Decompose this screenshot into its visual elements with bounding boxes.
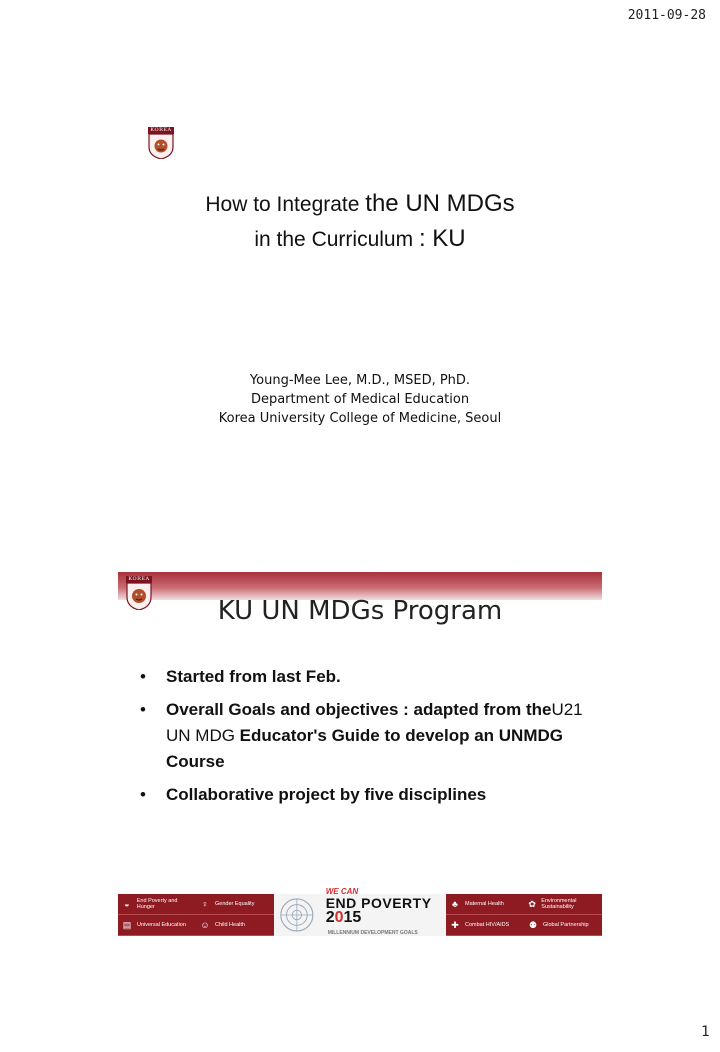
mdg-logo-panel (274, 887, 446, 937)
goal-maternal: ♣ Maternal Health (446, 894, 524, 915)
goal-environment: ✿ Environmental Sustainability (524, 894, 602, 915)
korea-university-logo: KOREA (148, 127, 174, 159)
slide-title: KU UN MDGs Program (217, 596, 503, 626)
goal-gender: ♀ Gender Equality (196, 894, 274, 915)
slide-title: How to Integrate the UN MDGs in the Curriculum : KU (205, 190, 515, 252)
leaf-icon: ✿ (528, 899, 536, 909)
korea-university-logo: KOREA (126, 576, 152, 610)
list-item: • Started from last Feb. (140, 667, 341, 686)
author-department: Department of Medical Education (250, 392, 470, 407)
end-poverty-logo: WE CAN END POVERTY 2015MILLENNIUM DEVELOPMENT GOALS (325, 887, 432, 937)
tiger-crest-icon (148, 134, 174, 159)
book-icon: ▤ (122, 920, 132, 930)
page-number: 1 (701, 1024, 710, 1040)
goal-child-health: ☺ Child Health (196, 915, 274, 936)
program-slide (118, 572, 602, 936)
author-institution: Korea University College of Medicine, Seoul (218, 411, 502, 426)
plus-icon: ✚ (451, 920, 459, 930)
mdg-banner (118, 887, 602, 937)
gender-icon: ♀ (201, 899, 209, 909)
list-item: • Overall Goals and objectives : adapted from theU21 UN MDG Educator's Guide to develop an UNMDG Course (140, 700, 583, 771)
author-name: Young-Mee Lee, M.D., MSED, PhD. (249, 373, 471, 388)
list-item: • Collaborative project by five disciplines (140, 785, 487, 804)
goal-poverty: ◒ End Poverty and Hunger (118, 894, 196, 915)
child-icon: ☺ (200, 920, 210, 930)
author-block (118, 371, 602, 428)
goal-partnership: ⚉ Global Partnership (524, 915, 602, 936)
people-icon: ⚉ (528, 920, 538, 930)
goal-education: ▤ Universal Education (118, 915, 196, 936)
un-emblem-icon (278, 895, 316, 935)
date-stamp: 2011-09-28 (627, 8, 706, 23)
mother-icon: ♣ (452, 899, 458, 909)
title-slide (118, 115, 602, 475)
bullet-list (140, 664, 590, 815)
goal-hiv: ✚ Combat HIV/AIDS (446, 915, 524, 936)
bowl-icon: ◒ (124, 899, 130, 909)
